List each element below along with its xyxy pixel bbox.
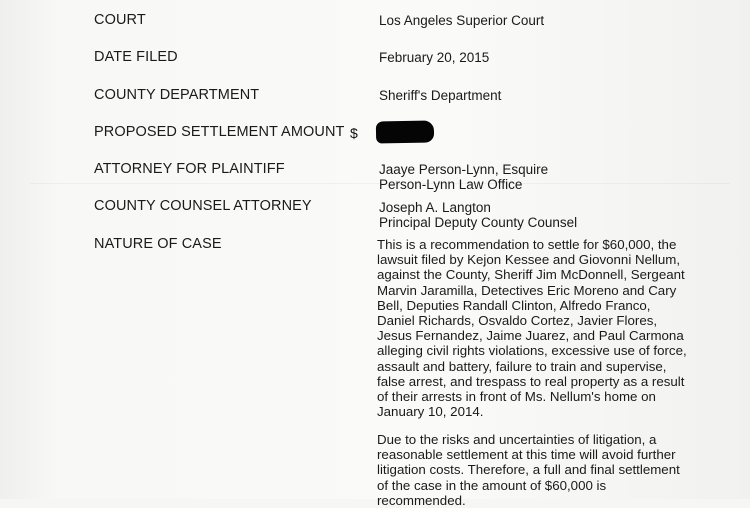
court-label: COURT bbox=[94, 12, 146, 28]
attorney-plaintiff-office: Person-Lynn Law Office bbox=[379, 177, 523, 192]
recommendation-paragraph: Due to the risks and uncertainties of litigation, a reasonable settlement at this time will avoid further litigation costs. Therefore, a full and final settlement of the case in the amount of $60,000 is recommended. bbox=[377, 432, 680, 508]
date-filed-label: DATE FILED bbox=[94, 49, 178, 65]
county-department-label: COUNTY DEPARTMENT bbox=[94, 87, 260, 103]
county-counsel-label: COUNTY COUNSEL ATTORNEY bbox=[94, 198, 312, 214]
county-counsel-title: Principal Deputy County Counsel bbox=[379, 215, 578, 230]
redacted-amount bbox=[376, 120, 434, 143]
settlement-amount-label: PROPOSED SETTLEMENT AMOUNT bbox=[94, 124, 345, 140]
county-counsel-name: Joseph A. Langton bbox=[379, 200, 491, 215]
attorney-plaintiff-label: ATTORNEY FOR PLAINTIFF bbox=[94, 161, 285, 177]
county-department-value: Sheriff's Department bbox=[379, 88, 502, 103]
attorney-plaintiff-name: Jaaye Person-Lynn, Esquire bbox=[379, 162, 549, 177]
nature-of-case-paragraph: This is a recommendation to settle for $60,000, the lawsuit filed by Kejon Kessee and Giovonni Nellum, against the County, Sheriff Jim McDonnell, Sergeant Marvin Jaramilla, Detectives Eric Moreno and Cary Bell, Deputies Randall Clinton, Alfredo Franco, Daniel Richards, Osvaldo Cortez, Javier Flores, Jesus Fernandez, Jaime Juarez, and Paul Carmona alleging civil rights violations, excessive use of force, assault and battery, failure to train and supervise, false arrest, and trespass to real property as a result of their arrests in front of Ms. Nellum's home on January 10, 2014. bbox=[377, 237, 687, 420]
currency-symbol: $ bbox=[350, 125, 358, 141]
nature-of-case-label: NATURE OF CASE bbox=[94, 236, 222, 252]
date-filed-value: February 20, 2015 bbox=[379, 50, 490, 65]
court-value: Los Angeles Superior Court bbox=[379, 13, 545, 28]
